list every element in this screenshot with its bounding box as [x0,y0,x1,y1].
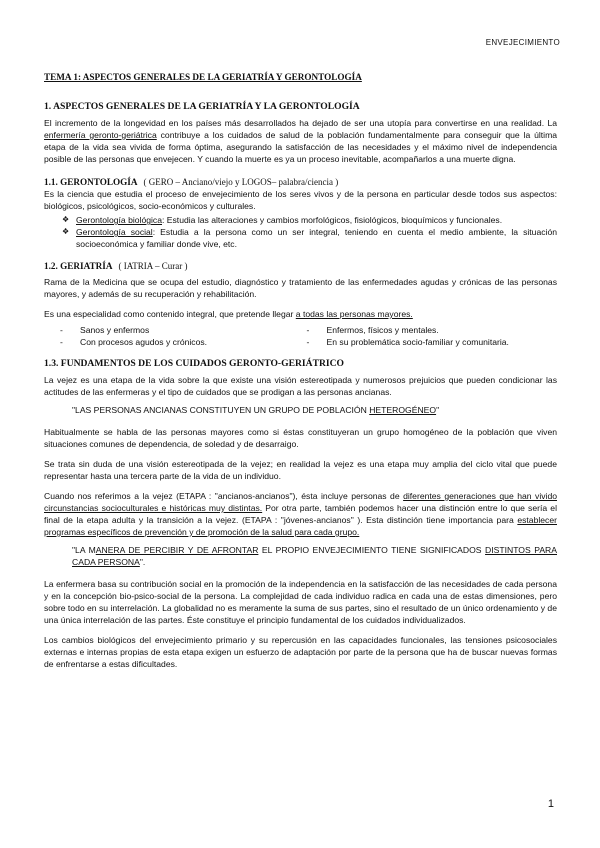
text-run: "LA M [72,545,96,555]
list-item [62,214,557,226]
document-body [44,71,557,670]
text-run: Cuando nos referimos a la vejez (ETAPA : "ancianos-ancianos"), ésta incluye personas de [44,491,404,501]
list-item [301,324,558,336]
scope-right-column [301,324,558,348]
list-item [44,336,301,348]
list-item [44,324,301,336]
section-1-2-paragraph: Rama de la Medicina que se ocupa del estudio, diagnóstico y tratamiento de las enfermedades agudas y crónicas de las personas mayores, y además de su recuperación y rehabilitación. [44,277,557,299]
section-1-2-etymology: ( IATRIA – Curar ) [118,261,188,271]
quote-perception [44,544,557,568]
document-title: TEMA 1: ASPECTOS GENERALES DE LA GERIATRÍA Y GERONTOLOGÍA [44,72,362,82]
scope-left-column [44,324,301,348]
list-text: Enfermos, físicos y mentales. [326,325,439,335]
list-item [62,226,557,250]
text-run: Es una especialidad como contenido integral, que pretende llegar [44,309,296,319]
section-1-1-heading: 1.1. GERONTOLOGÍA [44,177,138,187]
diamond-bullet-icon: ❖ [62,215,70,224]
quote-heterogeneous [44,404,557,416]
text-run: EL PROPIO ENVEJECIMIENTO TIENE SIGNIFICADOS [258,545,486,555]
list-text: En su problemática socio-familiar y comunitaria. [326,337,509,347]
underlined-term: a todas las personas mayores. [295,309,413,319]
running-header: ENVEJECIMIENTO [485,38,560,47]
text-run: contribuye a los cuidados de salud de la población fundamentalmente para conseguir que la última etapa de la vida sea vivida de forma óptima, asegurando la satisfacción de las necesidades y el máximo nivel de independencia posible de las personas que envejecen. Y cuando la muerte es ya un proceso inevitable, acompañarlos a una muerte digna. [44,130,558,164]
diamond-bullet-icon: ❖ [62,227,70,236]
text-run: ". [139,557,146,567]
section-1-3-paragraph-1: La vejez es una etapa de la vida sobre la que existe una visión estereotipada y numerosos prejuicios que pueden condicionar las actitudes de las enfermeras y el tipo de cuidados que se prodigan a las personas ancianas. [44,375,557,397]
section-1-2-paragraph-2 [44,308,557,320]
section-1-3-heading: 1.3. FUNDAMENTOS DE LOS CUIDADOS GERONTO-GERIÁTRICO [44,358,345,369]
section-1-3-paragraph-5: La enfermera basa su contribución social en la promoción de la independencia en la satisfacción de las necesidades de cada persona y en la concepción bio-psico-social de la persona. La complejidad de cada individuo radica en cada una de estas dimensiones, pero sobre todo en su interrelación. La globalidad no es meramente la suma de sus partes, sino el resultado de un único ordenamiento y de una única interrelación de las partes. Éste constituye el principio fundamental de los cuidados individualizados. [44,579,557,625]
dash-bullet: - [60,325,63,335]
dash-bullet: - [306,325,310,335]
section-1-heading: 1. ASPECTOS GENERALES DE LA GERIATRÍA Y LA GERONTOLOGÍA [44,101,360,112]
dash-bullet: - [60,337,63,347]
underlined-term: enfermería geronto-geriátrica [44,130,157,140]
section-1-3-paragraph-6: Los cambios biológicos del envejecimiento primario y su repercusión en las capacidades funcionales, las tensiones psicosociales externas e internas propias de esta etapa exigen un esfuerzo de adaptación por parte de la persona que ha de buscar nuevas formas de enfrentarse a estas dificultades. [44,635,557,669]
section-1-1-etymology: ( GERO – Anciano/viejo y LOGOS– palabra/ciencia ) [143,177,339,187]
list-item [301,336,558,348]
underlined-term: establecer programas específicos de prevención y de promoción de la salud para cada grupo. [44,515,557,537]
section-1-3-paragraph-4 [44,490,557,538]
scope-columns [44,324,557,348]
list-term: Gerontología biológica [76,215,162,225]
section-1-2-heading: 1.2. GERIATRÍA [44,261,113,271]
section-1-3-paragraph-3: Se trata sin duda de una visión estereotipada de la vejez; en realidad la vejez es una etapa muy amplia del ciclo vital que puede representar hasta una tercera parte de la vida de un individuo. [44,459,557,481]
text-run: Por otra parte, también podemos hacer una distinción entre lo que sería el final de la etapa adulta y la transición a la vejez. (ETAPA : "jóvenes-ancianos" ). Esta distinción tiene importancia para [44,503,557,525]
underlined-term: diferentes generaciones que han vivido circunstancias socioculturales e históricas muy distintas. [44,491,558,513]
section-1-1 [44,176,557,188]
text-run: El incremento de la longevidad en los países más desarrollados ha dejado de ser una utopía para convertirse en una realidad. La [44,118,557,128]
page-number: 1 [547,798,554,810]
section-1-3-paragraph-2: Habitualmente se habla de las personas mayores como si éstas constituyeran un grupo homogéneo de la población que viven situaciones comunes de dependencia, de soledad y de desarraigo. [44,427,557,449]
list-text: Sanos y enfermos [80,325,150,335]
underlined-term: ANERA DE PERCIBIR Y DE AFRONTAR [95,545,259,555]
text-run: " [436,405,440,415]
list-text: : Estudia a la persona como un ser integral, teniendo en cuenta el medio ambiente, la situación socioeconómica y familiar donde vive, etc. [76,227,558,249]
gerontology-types-list [44,214,557,250]
dash-bullet: - [306,337,310,347]
underlined-term: DISTINTOS PARA CADA PERSONA [72,545,557,567]
section-1-2 [44,260,557,272]
list-term: Gerontología social [76,227,153,237]
section-1-paragraph [44,117,557,165]
list-text: : Estudia las alteraciones y cambios morfológicos, fisiológicos, bioquímicos y funcionales. [162,215,503,225]
underlined-term: HETEROGÉNEO [369,405,437,415]
text-run: "LAS PERSONAS ANCIANAS CONSTITUYEN UN GRUPO DE POBLACIÓN [72,405,370,415]
section-1-1-paragraph: Es la ciencia que estudia el proceso de envejecimiento de los seres vivos y de la persona en particular desde todos sus aspectos: biológicos, psicológicos, socio-económicos y culturales. [44,189,557,211]
list-text: Con procesos agudos y crónicos. [80,337,208,347]
